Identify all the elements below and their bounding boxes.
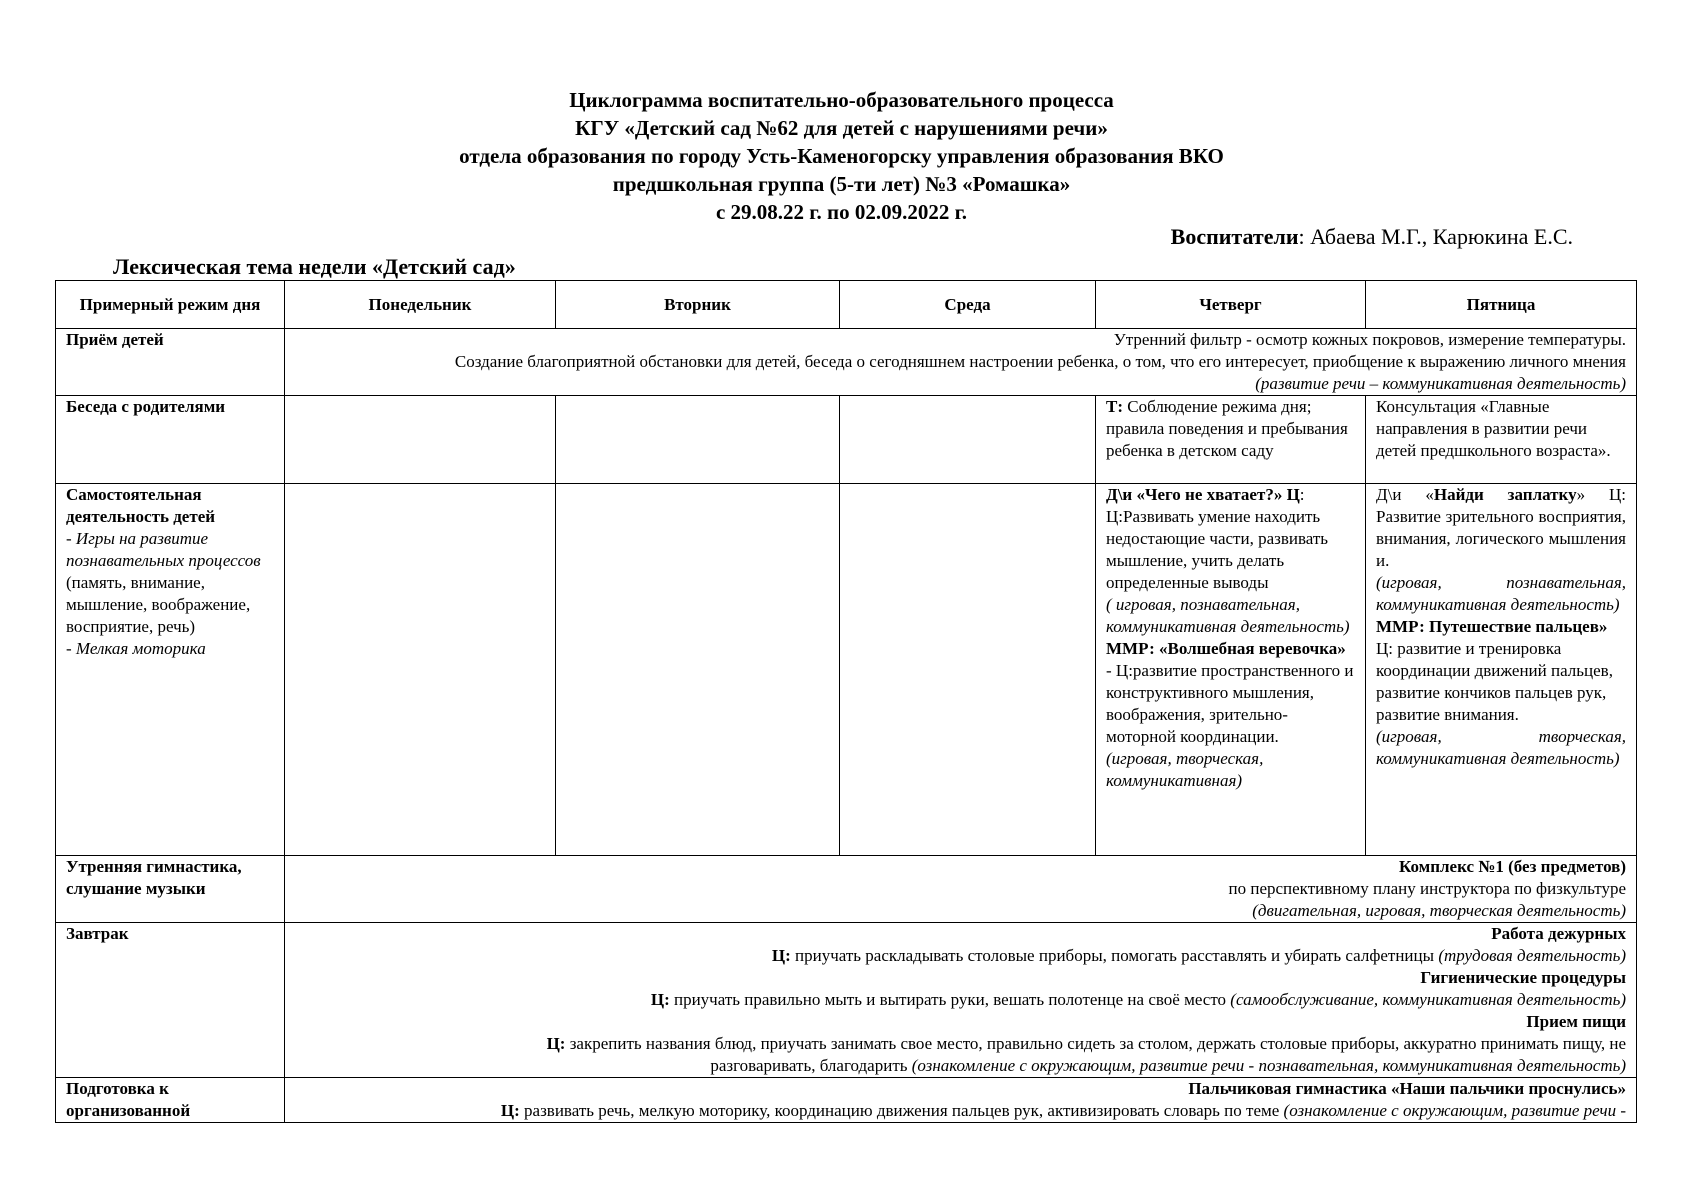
- table-row-parents: [56, 396, 1637, 484]
- row-label-reception: Приём детей: [56, 329, 285, 396]
- thu-game-goal: Ц:Развивать умение находить недостающие части, развивать мышление, учить делать определенные выводы: [1106, 507, 1329, 592]
- row-label-parents: Беседа с родителями: [56, 396, 285, 484]
- independent-monday: [285, 484, 556, 856]
- thu-game-title: Д\и «Чего не хватает?» Ц: [1106, 485, 1300, 504]
- header-title: Циклограмма воспитательно-образовательного процесса: [569, 88, 1114, 112]
- breakfast-meal-title: Прием пищи: [1526, 1012, 1626, 1031]
- breakfast-hygiene-activity: (самообслуживание, коммуникативная деятельность): [1230, 990, 1626, 1009]
- prep-finger-gym-title: Пальчиковая гимнастика «Наши пальчики проснулись»: [1188, 1079, 1626, 1098]
- parents-wednesday: [840, 396, 1096, 484]
- breakfast-meal-activity: (ознакомление с окружающим, развитие речи - познавательная, коммуникативная деятельность): [911, 1056, 1626, 1075]
- header-kindergarten: КГУ «Детский сад №62 для детей с нарушениями речи»: [575, 116, 1108, 140]
- table-row-gymnastics: [56, 856, 1637, 923]
- col-friday: Пятница: [1366, 281, 1637, 329]
- week-theme: Лексическая тема недели «Детский сад»: [113, 254, 516, 279]
- independent-tuesday: [556, 484, 840, 856]
- parents-thu-prefix: Т:: [1106, 397, 1123, 416]
- table-row-prep: [56, 1078, 1637, 1123]
- independent-processes: (память, внимание, мышление, воображение, восприятие, речь): [66, 573, 251, 636]
- breakfast-duty-activity: (трудовая деятельность): [1438, 946, 1626, 965]
- fri-mmr-goal: Ц: развитие и тренировка координации движений пальцев, развитие кончиков пальцев рук, развитие внимания.: [1376, 639, 1613, 724]
- thu-game-activity: ( игровая, познавательная, коммуникативная деятельность): [1106, 595, 1350, 636]
- prep-finger-gym-activity: (ознакомление с окружающим, развитие речи -: [1283, 1101, 1626, 1120]
- gymnastics-cell: [285, 856, 1637, 923]
- reception-line-2: Создание благоприятной обстановки для детей, беседа о сегодняшнем настроении ребенка, о том, что его интересует, приобщение к выражению личного мнения: [454, 352, 1626, 371]
- col-tuesday: Вторник: [556, 281, 840, 329]
- breakfast-hygiene-text: приучать правильно мыть и вытирать руки, вешать полотенце на своё место: [669, 990, 1231, 1009]
- breakfast-meal-text: закрепить названия блюд, приучать занимать свое место, правильно сидеть за столом, держать столовые приборы, аккуратно принимать пищу, не: [565, 1034, 1626, 1053]
- thu-mmr-goal: - Ц:развитие пространственного и конструктивного мышления, воображения, зрительно-моторной координации.: [1106, 661, 1354, 746]
- gymnastics-complex: Комплекс №1 (без предметов): [1398, 857, 1626, 876]
- gymnastics-plan: по перспективному плану инструктора по физкультуре: [1228, 879, 1626, 898]
- row-label-independent: [56, 484, 285, 856]
- table-row-reception: [56, 329, 1637, 396]
- fri-game-goal: Развитие зрительного восприятия, внимания, логического мышления и.: [1376, 507, 1626, 570]
- gymnastics-activity: (двигательная, игровая, творческая деятельность): [1252, 901, 1626, 920]
- breakfast-meal-text-2: разговаривать, благодарить: [710, 1056, 912, 1075]
- parents-tuesday: [556, 396, 840, 484]
- header-period: с 29.08.22 г. по 02.09.2022 г.: [715, 200, 967, 224]
- row-label-breakfast: Завтрак: [56, 923, 285, 1078]
- parents-thursday: [1096, 396, 1366, 484]
- col-wednesday: Среда: [840, 281, 1096, 329]
- independent-friday: Д\и «Найди заплатку» Ц: Развитие зрительного восприятия, внимания, логического мышления и. (игровая, познавательная, коммуникативная деятельность) ММР: Путешествие пальцев» Ц: развитие и тренировка координации движений пальцев, развитие кончиков пальцев рук, развитие внимания. (игровая, творческая, коммуникативная деятельность): [1366, 484, 1637, 856]
- breakfast-duty-text: приучать раскладывать столовые приборы, помогать расставлять и убирать салфетницы: [790, 946, 1439, 965]
- independent-wednesday: [840, 484, 1096, 856]
- col-thursday: Четверг: [1096, 281, 1366, 329]
- reception-cell: [285, 329, 1637, 396]
- table-row-breakfast: [56, 923, 1637, 1078]
- parents-friday: Консультация «Главные направления в развитии речи детей предшкольного возраста».: [1366, 396, 1637, 484]
- fri-mmr-title: ММР: Путешествие пальцев»: [1376, 617, 1608, 636]
- parents-monday: [285, 396, 556, 484]
- header-department: отдела образования по городу Усть-Каменогорску управления образования ВКО: [459, 144, 1224, 168]
- schedule-table: [55, 280, 1637, 1123]
- fri-mmr-activity: (игровая, творческая, коммуникативная деятельность): [1376, 727, 1626, 768]
- table-row-independent: [56, 484, 1637, 856]
- prep-finger-gym-text: развивать речь, мелкую моторику, координацию движения пальцев рук, активизировать словарь по теме: [519, 1101, 1284, 1120]
- independent-motor: - Мелкая моторика: [66, 639, 206, 658]
- reception-line-1: Утренний фильтр - осмотр кожных покровов, измерение температуры.: [1113, 330, 1626, 349]
- educators-label: Воспитатели: [1170, 224, 1299, 249]
- thu-mmr-activity: (игровая, творческая, коммуникативная): [1106, 749, 1264, 790]
- fri-game-activity: (игровая, познавательная, коммуникативная деятельность): [1376, 573, 1626, 614]
- breakfast-hygiene-title: Гигиенические процедуры: [1420, 968, 1626, 987]
- parents-thu-text: Соблюдение режима дня; правила поведения и пребывания ребенка в детском саду: [1106, 397, 1348, 460]
- prep-cell: Пальчиковая гимнастика «Наши пальчики проснулись» Ц: развивать речь, мелкую моторику, координацию движения пальцев рук, активизировать словарь по теме (ознакомление с окружающим, развитие речи -: [285, 1078, 1637, 1123]
- row-label-gymnastics: Утренняя гимнастика, слушание музыки: [56, 856, 285, 923]
- table-header-row: [56, 281, 1637, 329]
- independent-games: - Игры на развитие познавательных процессов: [66, 529, 261, 570]
- document-header: [0, 86, 1683, 226]
- breakfast-duty-title: Работа дежурных: [1491, 924, 1626, 943]
- breakfast-cell: Работа дежурных Ц: приучать раскладывать столовые приборы, помогать расставлять и убирать салфетницы (трудовая деятельность) Гигиенические процедуры Ц: приучать правильно мыть и вытирать руки, вешать полотенце на своё место (самообслуживание, коммуникативная деятельность) Прием пищи Ц: закрепить названия блюд, приучать занимать свое место, правильно сидеть за столом, держать столовые приборы, аккуратно принимать пищу, не разговаривать, благодарить (ознакомление с окружающим, развитие речи - познавательная, коммуникативная деятельность): [285, 923, 1637, 1078]
- educators-names: : Абаева М.Г., Карюкина Е.С.: [1298, 224, 1573, 249]
- independent-thursday: Д\и «Чего не хватает?» Ц: Ц:Развивать умение находить недостающие части, развивать мышление, учить делать определенные выводы ( игровая, познавательная, коммуникативная деятельность) ММР: «Волшебная веревочка» - Ц:развитие пространственного и конструктивного мышления, воображения, зрительно-моторной координации. (игровая, творческая, коммуникативная): [1096, 484, 1366, 856]
- fri-game-title: Найди заплатку: [1433, 485, 1577, 504]
- col-regime: Примерный режим дня: [56, 281, 285, 329]
- thu-mmr-title: ММР: «Волшебная веревочка»: [1106, 639, 1346, 658]
- reception-activity: (развитие речи – коммуникативная деятельность): [1255, 374, 1626, 393]
- header-group: предшкольная группа (5-ти лет) №3 «Ромашка»: [612, 172, 1071, 196]
- col-monday: Понедельник: [285, 281, 556, 329]
- educators: [1171, 224, 1573, 250]
- independent-title: Самостоятельная деятельность детей: [66, 485, 216, 526]
- row-label-prep: Подготовка к организованной: [56, 1078, 285, 1123]
